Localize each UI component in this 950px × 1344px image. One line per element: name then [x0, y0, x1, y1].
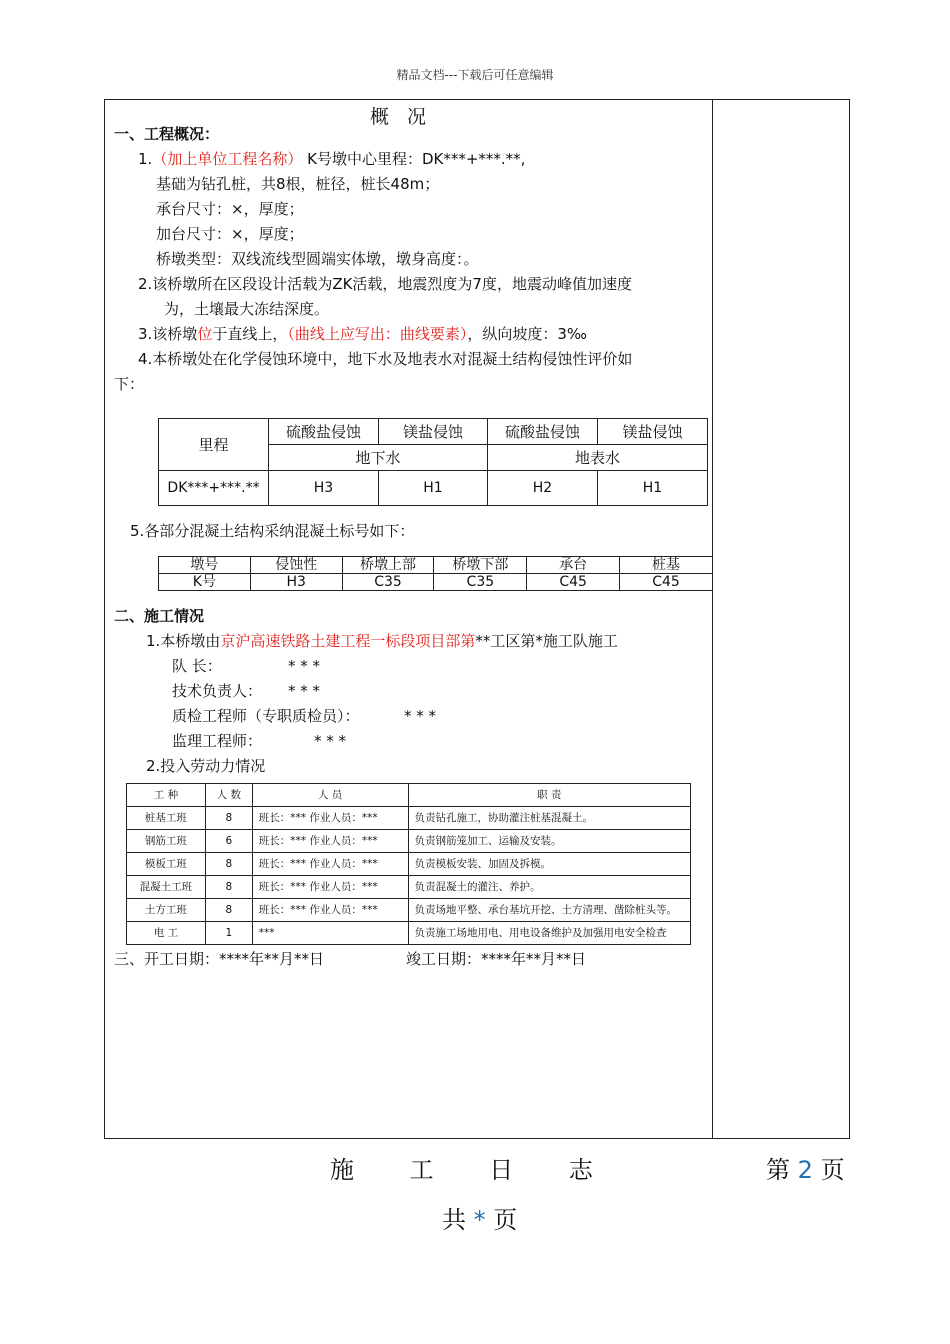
item3-red2: （曲线上应写出：曲线要素）	[287, 325, 468, 343]
item1-red: （加上单位工程名称）	[152, 150, 303, 168]
grade-value: H3	[250, 574, 342, 591]
supervisor-label: 监理工程师：	[172, 732, 263, 750]
grade-header: 桩基	[620, 557, 713, 574]
heading-overview: 一、工程概况：	[114, 125, 220, 143]
labor-cell: 负责混凝土的灌注、养护。	[408, 876, 690, 899]
team-leader-label: 队 长：	[172, 657, 222, 675]
grade-header: 侵蚀性	[250, 557, 342, 574]
start-date: 三、开工日期：****年**月**日	[114, 950, 325, 968]
tech-lead-value: * * *	[288, 682, 321, 700]
corrosion-value-3: H2	[488, 471, 598, 506]
corrosion-value-4: H1	[598, 471, 708, 506]
total-prefix: 共	[442, 1206, 466, 1234]
total-value: *	[473, 1206, 486, 1234]
c-item1-post: **工区第*施工队施工	[475, 632, 618, 650]
grade-value: C35	[434, 574, 527, 591]
labor-cell: 1	[205, 922, 252, 945]
item1-num: 1.	[138, 150, 153, 168]
overview-item-4b: 下：	[114, 375, 145, 393]
supervisor-value: * * *	[314, 732, 347, 750]
grade-header: 墩号	[159, 557, 251, 574]
labor-cell: 8	[205, 807, 252, 830]
labor-cell: 班长：*** 作业人员：***	[252, 876, 408, 899]
c-item1-red: 京沪高速铁路土建工程一标段项目部第	[220, 632, 476, 650]
footer-title: 施 工 日 志	[330, 1156, 617, 1184]
labor-cell: 班长：*** 作业人员：***	[252, 853, 408, 876]
labor-cell: 8	[205, 876, 252, 899]
labor-cell: ***	[252, 922, 408, 945]
grade-value: C45	[527, 574, 620, 591]
section-title: 概 况	[370, 106, 433, 128]
labor-header: 工 种	[127, 784, 206, 807]
labor-cell: 班长：*** 作业人员：***	[252, 830, 408, 853]
page-number	[766, 1150, 845, 1185]
total-suffix: 页	[493, 1206, 518, 1234]
corrosion-header-2: 镁盐侵蚀	[379, 419, 488, 445]
overview-item-1	[138, 149, 525, 169]
page-suffix: 页	[820, 1156, 845, 1184]
labor-cell: 桩基工班	[127, 807, 206, 830]
labor-cell: 负责施工场地用电、用电设备维护及加强用电安全检查	[408, 922, 690, 945]
item3-post: ，纵向坡度：3‰	[467, 325, 588, 343]
labor-cell: 混凝土工班	[127, 876, 206, 899]
labor-cell: 负责钢筋笼加工、运输及安装。	[408, 830, 690, 853]
labor-table	[126, 783, 691, 945]
labor-cell: 8	[205, 853, 252, 876]
end-date: 竣工日期：****年**月**日	[406, 950, 587, 968]
corrosion-value-1: H3	[269, 471, 379, 506]
overview-item-5: 5.各部分混凝土结构采纳混凝土标号如下：	[130, 522, 415, 540]
labor-cell: 6	[205, 830, 252, 853]
construction-item-2: 2.投入劳动力情况	[146, 757, 266, 775]
corrosion-table	[158, 418, 708, 506]
total-pages	[442, 1200, 517, 1235]
frame-divider	[712, 99, 713, 1139]
corrosion-header-4: 镁盐侵蚀	[598, 419, 708, 445]
surfacewater-header: 地表水	[488, 445, 708, 471]
overview-item-2b: 为，土壤最大冻结深度。	[164, 300, 330, 318]
qc-engineer-label: 质检工程师（专职质检员）：	[172, 707, 360, 725]
tech-lead-label: 技术负责人：	[172, 682, 263, 700]
overview-item-3	[138, 324, 587, 344]
labor-cell: 模板工班	[127, 853, 206, 876]
heading-construction: 二、施工情况	[114, 607, 205, 625]
labor-cell: 电 工	[127, 922, 206, 945]
page-prefix: 第	[766, 1156, 790, 1184]
pier-type-line: 桥墩类型：双线流线型圆端实体墩，墩身高度：。	[156, 250, 479, 268]
labor-cell: 班长：*** 作业人员：***	[252, 899, 408, 922]
item3-red1: 位	[197, 325, 213, 343]
qc-engineer-value: * * *	[404, 707, 437, 725]
construction-item-1	[146, 631, 618, 651]
addcap-line: 加台尺寸：×，厚度；	[156, 225, 304, 243]
item3-pre: 3.该桥墩	[138, 325, 198, 343]
grade-value: K号	[159, 574, 251, 591]
item1-rest: K号墩中心里程：DK***+***.**,	[307, 150, 526, 168]
page-header: 精品文档---下载后可任意编辑	[396, 68, 554, 82]
labor-cell: 土方工班	[127, 899, 206, 922]
team-leader-value: * * *	[288, 657, 321, 675]
labor-cell: 班长：*** 作业人员：***	[252, 807, 408, 830]
labor-header: 人 员	[252, 784, 408, 807]
labor-cell: 8	[205, 899, 252, 922]
overview-item-2a: 2.该桥墩所在区段设计活载为ZK活载，地震烈度为7度，地震动峰值加速度	[138, 275, 632, 293]
concrete-grade-table	[158, 556, 713, 591]
grade-header: 桥墩下部	[434, 557, 527, 574]
labor-header: 人 数	[205, 784, 252, 807]
cap-line: 承台尺寸：×，厚度；	[156, 200, 304, 218]
labor-cell: 钢筋工班	[127, 830, 206, 853]
grade-value: C35	[342, 574, 434, 591]
grade-header: 承台	[527, 557, 620, 574]
foundation-line: 基础为钻孔桩，共8根，桩径，桩长48m；	[156, 175, 440, 193]
labor-cell: 负责钻孔施工，协助灌注桩基混凝土。	[408, 807, 690, 830]
grade-value: C45	[620, 574, 713, 591]
labor-cell: 负责场地平整、承台基坑开挖、土方清理、凿除桩头等。	[408, 899, 690, 922]
mileage-cell: DK***+***.**	[159, 471, 269, 506]
labor-header: 职 责	[408, 784, 690, 807]
corrosion-header-1: 硫酸盐侵蚀	[269, 419, 379, 445]
mileage-header: 里程	[159, 419, 269, 471]
page-number-value: 2	[797, 1156, 813, 1184]
item3-mid: 于直线上，	[212, 325, 288, 343]
corrosion-value-2: H1	[379, 471, 488, 506]
overview-item-4a: 4.本桥墩处在化学侵蚀环境中，地下水及地表水对混凝土结构侵蚀性评价如	[138, 350, 633, 368]
c-item1-pre: 1.本桥墩由	[146, 632, 221, 650]
grade-header: 桥墩上部	[342, 557, 434, 574]
groundwater-header: 地下水	[269, 445, 488, 471]
corrosion-header-3: 硫酸盐侵蚀	[488, 419, 598, 445]
labor-cell: 负责模板安装、加固及拆模。	[408, 853, 690, 876]
